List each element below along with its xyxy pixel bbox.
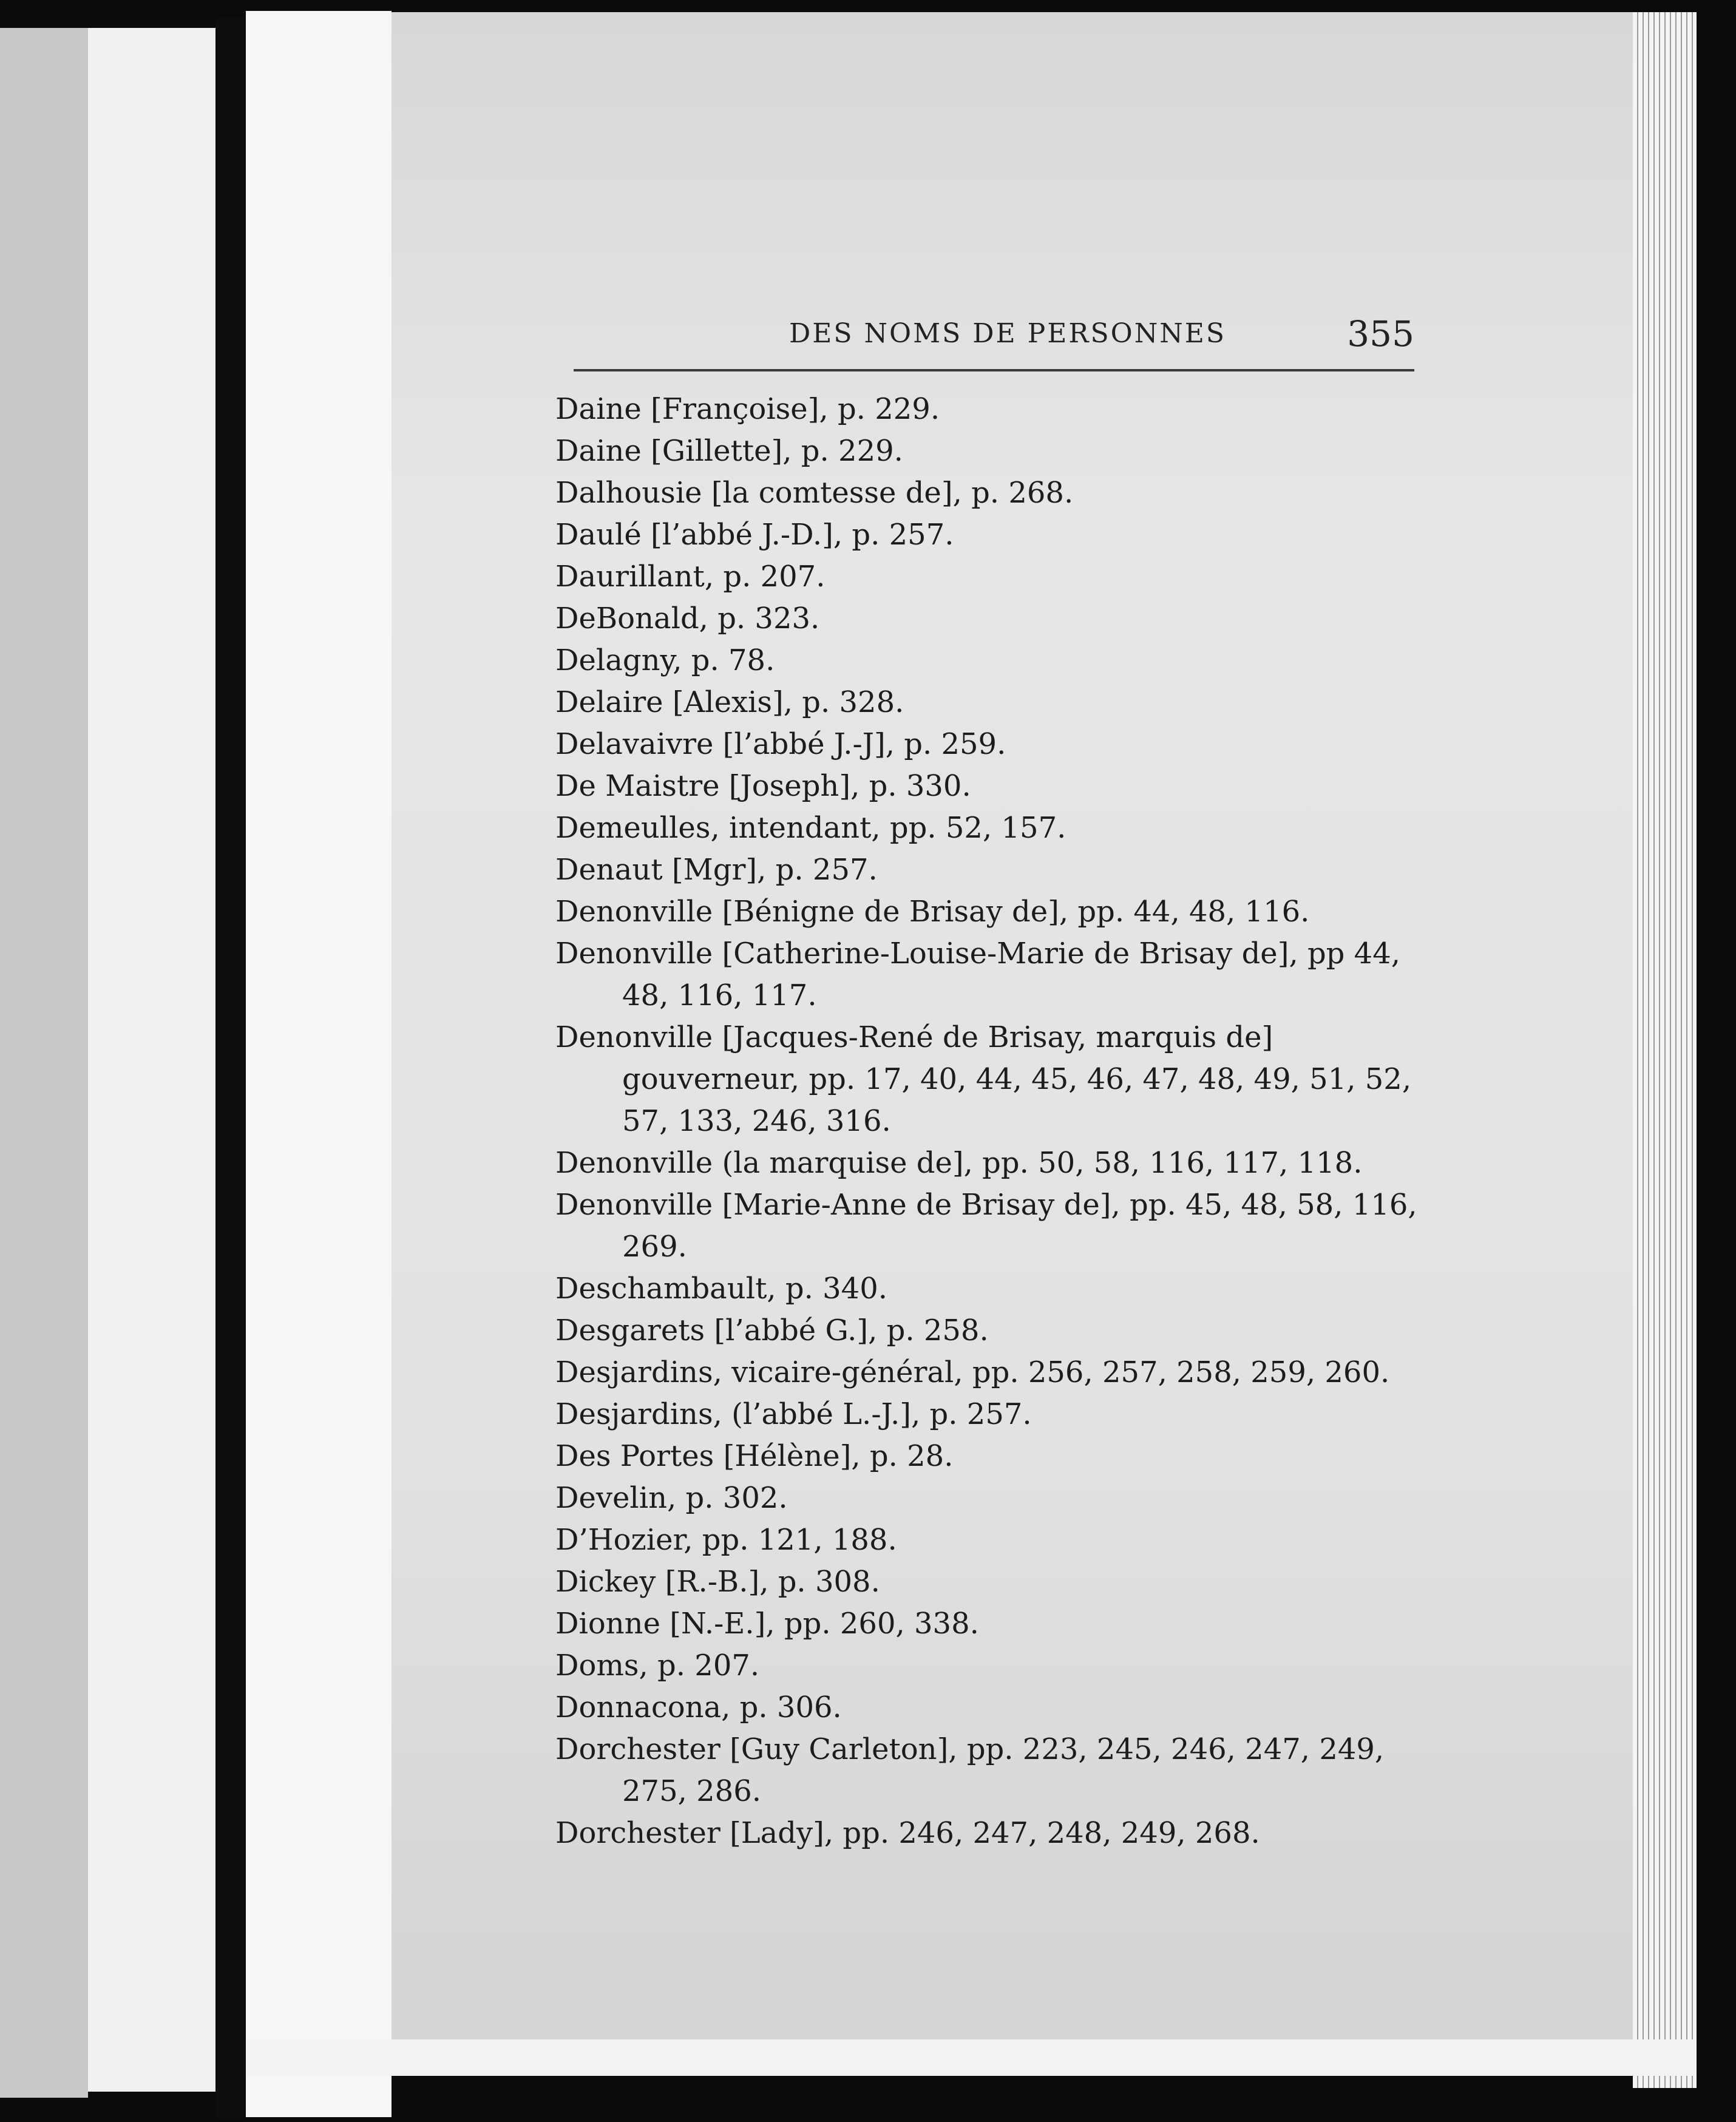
index-entry: Dorchester [Guy Carleton], pp. 223, 245, 246, 247, 249, 275, 286. xyxy=(555,1732,1385,1808)
index-entry: Dalhousie [la comtesse de], p. 268. xyxy=(555,476,1074,510)
page-fore-edge xyxy=(1633,12,1697,2088)
index-entry: Daurillant, p. 207. xyxy=(555,560,826,594)
running-head: DES NOMS DE PERSONNES xyxy=(789,318,1226,349)
index-entry: Delaire [Alexis], p. 328. xyxy=(555,685,904,719)
page-inner-margin xyxy=(246,11,392,2117)
index-entry: Daine [Françoise], p. 229. xyxy=(555,392,940,426)
index-entry: Desjardins, vicaire-général, pp. 256, 257, 258, 259, 260. xyxy=(555,1355,1390,1389)
index-entries xyxy=(555,388,1423,1854)
facing-page xyxy=(0,28,88,2098)
index-entry: Desgarets [l’abbé G.], p. 258. xyxy=(555,1314,989,1347)
index-entry: Delagny, p. 78. xyxy=(555,643,775,677)
index-entry: Denaut [Mgr], p. 257. xyxy=(555,853,878,887)
index-entry: Denonville [Bénigne de Brisay de], pp. 44, 48, 116. xyxy=(555,895,1310,929)
index-entry: Denonville [Catherine-Louise-Marie de Brisay de], pp 44, 48, 116, 117. xyxy=(555,937,1400,1012)
page-bottom-edge xyxy=(246,2039,1697,2076)
page-header xyxy=(577,310,1414,358)
index-entry: Dorchester [Lady], pp. 246, 247, 248, 249, 268. xyxy=(555,1816,1260,1850)
index-entry: De Maistre [Joseph], p. 330. xyxy=(555,769,971,803)
index-entry: Donnacona, p. 306. xyxy=(555,1690,842,1724)
book-gutter xyxy=(215,18,246,2118)
index-entry: Delavaivre [l’abbé J.-J], p. 259. xyxy=(555,727,1006,761)
index-entry: Daulé [l’abbé J.-D.], p. 257. xyxy=(555,518,954,552)
index-entry: Denonville (la marquise de], pp. 50, 58, 116, 117, 118. xyxy=(555,1146,1363,1180)
index-entry: Des Portes [Hélène], p. 28. xyxy=(555,1439,954,1473)
index-entry: Desjardins, (l’abbé L.-J.], p. 257. xyxy=(555,1397,1032,1431)
page-number: 355 xyxy=(1347,313,1414,354)
index-entry: DeBonald, p. 323. xyxy=(555,602,820,636)
index-entry: Dionne [N.-E.], pp. 260, 338. xyxy=(555,1607,979,1641)
header-rule xyxy=(574,369,1414,371)
index-entry: Deschambault, p. 340. xyxy=(555,1272,887,1306)
facing-page-margin xyxy=(88,28,215,2092)
index-entry: Daine [Gillette], p. 229. xyxy=(555,434,903,468)
index-entry: D’Hozier, pp. 121, 188. xyxy=(555,1523,897,1557)
index-entry: Denonville [Jacques-René de Brisay, marquis de] gouverneur, pp. 17, 40, 44, 45, 46, 47, 48, 49, 51, 52, 57, 133, 246, 316. xyxy=(555,1020,1412,1138)
index-entry: Doms, p. 207. xyxy=(555,1649,760,1683)
index-entry: Develin, p. 302. xyxy=(555,1481,788,1515)
index-entry: Dickey [R.-B.], p. 308. xyxy=(555,1565,880,1599)
index-entry: Demeulles, intendant, pp. 52, 157. xyxy=(555,811,1066,845)
index-entry: Denonville [Marie-Anne de Brisay de], pp. 45, 48, 58, 116, 269. xyxy=(555,1188,1417,1264)
